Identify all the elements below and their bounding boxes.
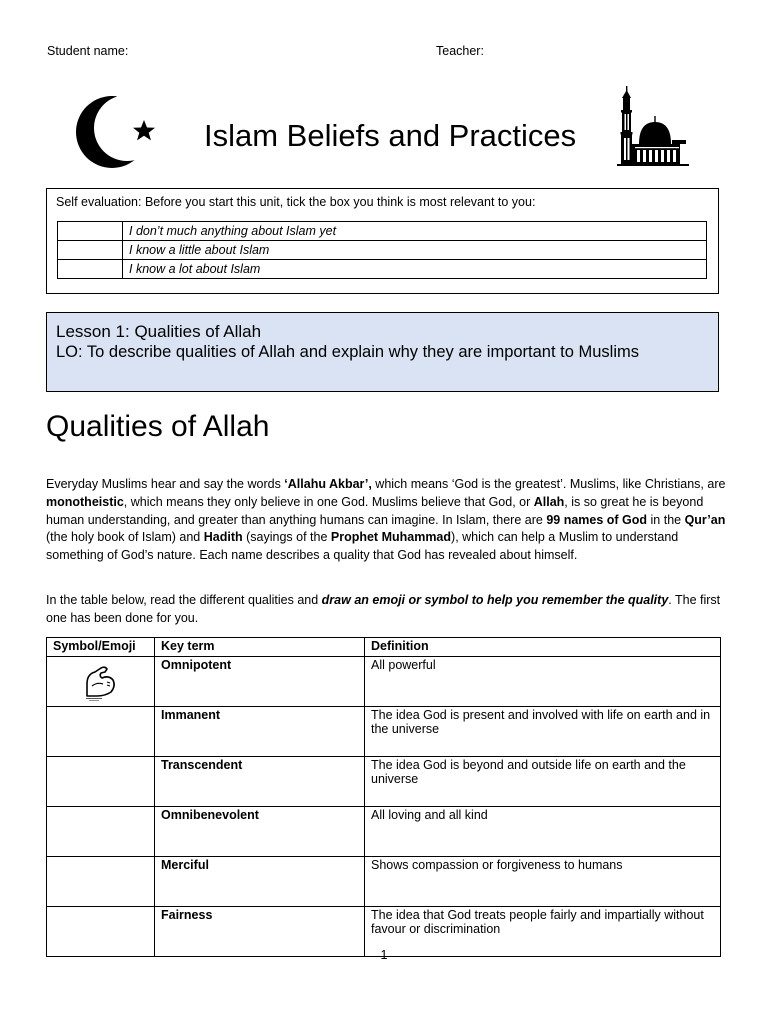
text: in the bbox=[647, 512, 685, 527]
page-number: 1 bbox=[380, 948, 388, 962]
text: (sayings of the bbox=[242, 530, 331, 545]
symbol-cell[interactable] bbox=[47, 757, 155, 807]
instruction-emphasis: draw an emoji or symbol to help you remember the quality bbox=[321, 593, 669, 607]
text: ), which can help a Muslim to understand something of God’s nature. Each name describes a quality that God has revealed about himself. bbox=[46, 530, 679, 563]
term-prophet-muhammad: Prophet Muhammad bbox=[330, 530, 452, 545]
mosque-icon bbox=[617, 84, 689, 166]
text: In the table below, read the different qualities and bbox=[46, 593, 322, 607]
key-term-cell: Omnibenevolent bbox=[155, 807, 365, 857]
self-evaluation-option: I don’t much anything about Islam yet bbox=[123, 222, 707, 241]
table-row bbox=[47, 707, 721, 757]
self-evaluation-prompt: Self evaluation: Before you start this unit, tick the box you think is most relevant to you: bbox=[56, 195, 536, 209]
table-row bbox=[47, 807, 721, 857]
intro-paragraph bbox=[46, 476, 726, 565]
lesson-title: Lesson 1: Qualities of Allah bbox=[56, 322, 262, 341]
column-header-definition: Definition bbox=[365, 638, 721, 657]
tick-box[interactable] bbox=[58, 241, 123, 260]
column-header-symbol: Symbol/Emoji bbox=[47, 638, 155, 657]
student-name-label: Student name: bbox=[47, 44, 129, 58]
section-heading: Qualities of Allah bbox=[46, 410, 270, 443]
teacher-label: Teacher: bbox=[436, 44, 484, 58]
tick-box[interactable] bbox=[58, 222, 123, 241]
key-term-cell: Omnipotent bbox=[155, 657, 365, 707]
text: , is so great he is beyond human understanding, and greater than anything humans can imagine. In Islam, there are bbox=[46, 494, 704, 527]
symbol-cell[interactable] bbox=[47, 657, 155, 707]
self-evaluation-option: I know a little about Islam bbox=[123, 241, 707, 260]
column-header-key-term: Key term bbox=[155, 638, 365, 657]
text: . The first one has been done for you. bbox=[46, 593, 721, 625]
term-99-names: 99 names of God bbox=[546, 512, 648, 527]
table-row bbox=[47, 757, 721, 807]
table-row bbox=[47, 657, 721, 707]
definition-cell: The idea that God treats people fairly and impartially without favour or discrimination bbox=[365, 907, 721, 957]
self-evaluation-row bbox=[58, 260, 707, 279]
crescent-star-icon bbox=[76, 92, 166, 174]
qualities-table bbox=[46, 637, 721, 957]
text: which means ‘God is the greatest’. Muslims, like Christians, are bbox=[371, 477, 726, 491]
flexed-arm-icon bbox=[81, 662, 121, 702]
definition-cell: The idea God is beyond and outside life on earth and the universe bbox=[365, 757, 721, 807]
term-hadith: Hadith bbox=[203, 530, 243, 545]
definition-cell: The idea God is present and involved with life on earth and in the universe bbox=[365, 707, 721, 757]
table-row bbox=[47, 857, 721, 907]
text: (the holy book of Islam) and bbox=[46, 530, 204, 545]
text: Everyday Muslims hear and say the words bbox=[46, 477, 285, 491]
symbol-cell[interactable] bbox=[47, 807, 155, 857]
self-evaluation-option: I know a lot about Islam bbox=[123, 260, 707, 279]
key-term-cell: Transcendent bbox=[155, 757, 365, 807]
term-monotheistic: monotheistic bbox=[46, 494, 124, 509]
table-header-row bbox=[47, 638, 721, 657]
learning-objective: LO: To describe qualities of Allah and explain why they are important to Muslims bbox=[56, 343, 639, 361]
key-term-cell: Fairness bbox=[155, 907, 365, 957]
self-evaluation-row bbox=[58, 241, 707, 260]
symbol-cell[interactable] bbox=[47, 707, 155, 757]
definition-cell: All powerful bbox=[365, 657, 721, 707]
definition-cell: All loving and all kind bbox=[365, 807, 721, 857]
term-allah: Allah bbox=[533, 494, 565, 509]
term-allahu-akbar: ‘Allahu Akbar’, bbox=[284, 477, 372, 491]
key-term-cell: Merciful bbox=[155, 857, 365, 907]
term-quran: Qur’an bbox=[684, 512, 726, 527]
instruction-paragraph bbox=[46, 592, 726, 628]
self-evaluation-box bbox=[46, 188, 719, 294]
symbol-cell[interactable] bbox=[47, 857, 155, 907]
lesson-box bbox=[46, 312, 719, 392]
page-title: Islam Beliefs and Practices bbox=[204, 118, 577, 153]
tick-box[interactable] bbox=[58, 260, 123, 279]
self-evaluation-table bbox=[57, 221, 707, 279]
key-term-cell: Immanent bbox=[155, 707, 365, 757]
definition-cell: Shows compassion or forgiveness to humans bbox=[365, 857, 721, 907]
text: , which means they only believe in one God. Muslims believe that God, or bbox=[123, 494, 534, 509]
self-evaluation-row bbox=[58, 222, 707, 241]
